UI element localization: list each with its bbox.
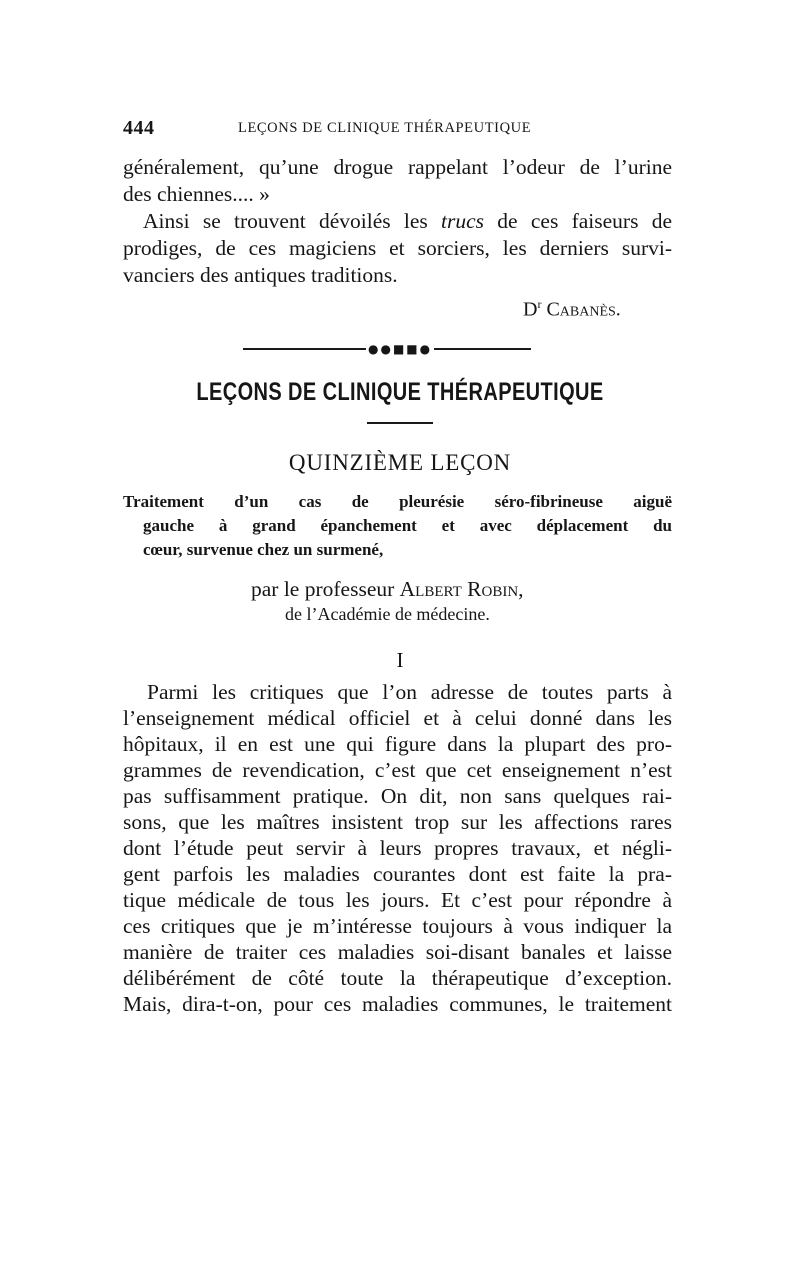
divider-ornament: ●●■■● — [368, 342, 433, 356]
signature-title-superscript: r — [537, 297, 542, 311]
title-rule — [367, 422, 433, 424]
page-number: 444 — [123, 117, 155, 139]
running-title: LEÇONS DE CLINIQUE THÉRAPEUTIQUE — [238, 120, 532, 136]
text-line: Mais, dira-t-on, pour ces maladies communes, le traitement — [123, 992, 672, 1016]
text-line — [143, 208, 672, 234]
lesson-title: QUINZIÈME LEÇON — [288, 450, 512, 475]
italic-word: trucs — [441, 209, 485, 233]
text-line: tique médicale de tous les jours. Et c’est pour répondre à — [123, 888, 672, 912]
text-line: généralement, qu’une drogue rappelant l’odeur de l’urine — [123, 155, 672, 179]
section-title: LEÇONS DE CLINIQUE THÉRAPEUTIQUE — [196, 378, 604, 406]
author-line — [251, 576, 524, 602]
text-line: Parmi les critiques que l’on adresse de toutes parts à — [147, 680, 672, 704]
text-line: des chiennes.... » — [123, 182, 270, 206]
text-line: grammes de revendication, c’est que cet enseignement n’est — [123, 758, 672, 782]
subtitle-line: gauche à grand épanchement et avec déplacement du — [143, 516, 672, 535]
subtitle-line: Traitement d’un cas de pleurésie séro-fibrineuse aiguë — [123, 492, 672, 511]
signature — [523, 291, 621, 323]
text-line: vanciers des antiques traditions. — [123, 263, 398, 287]
text-line: ces critiques que je m’intéresse toujours à vous indiquer la — [123, 914, 672, 938]
text-line: dont l’étude peut servir à leurs propres travaux, et négli- — [123, 836, 672, 860]
text-line: gent parfois les maladies courantes dont est faite la pra- — [123, 862, 672, 886]
text-line: pas suffisamment pratique. On dit, non sans quelques rai- — [123, 784, 672, 808]
author-name: Albert Robin, — [399, 577, 524, 601]
text-line: sons, que les maîtres insistent trop sur les affections rares — [123, 810, 672, 834]
text-line: manière de traiter ces maladies soi-disant banales et laisse — [123, 940, 672, 964]
text-line: prodiges, de ces magiciens et sorciers, les derniers survi- — [123, 236, 672, 260]
text-line: délibérément de côté toute la thérapeutique d’exception. — [123, 966, 672, 990]
text-span: Ainsi se trouvent dévoilés les — [143, 209, 442, 233]
author-prefix: par le professeur — [251, 577, 400, 601]
subtitle-line: cœur, survenue chez un surmené, — [143, 540, 384, 559]
text-span: de ces faiseurs de — [484, 209, 673, 233]
author-affiliation: de l’Académie de médecine. — [285, 604, 490, 624]
text-line: l’enseignement médical officiel et à celui donné dans les — [123, 706, 672, 730]
part-numeral: I — [396, 648, 404, 672]
running-head — [123, 117, 670, 139]
text-line: hôpitaux, il en est une qui figure dans la plupart des pro- — [123, 732, 672, 756]
signature-name: Cabanès. — [546, 298, 621, 321]
signature-title: D — [523, 298, 538, 321]
